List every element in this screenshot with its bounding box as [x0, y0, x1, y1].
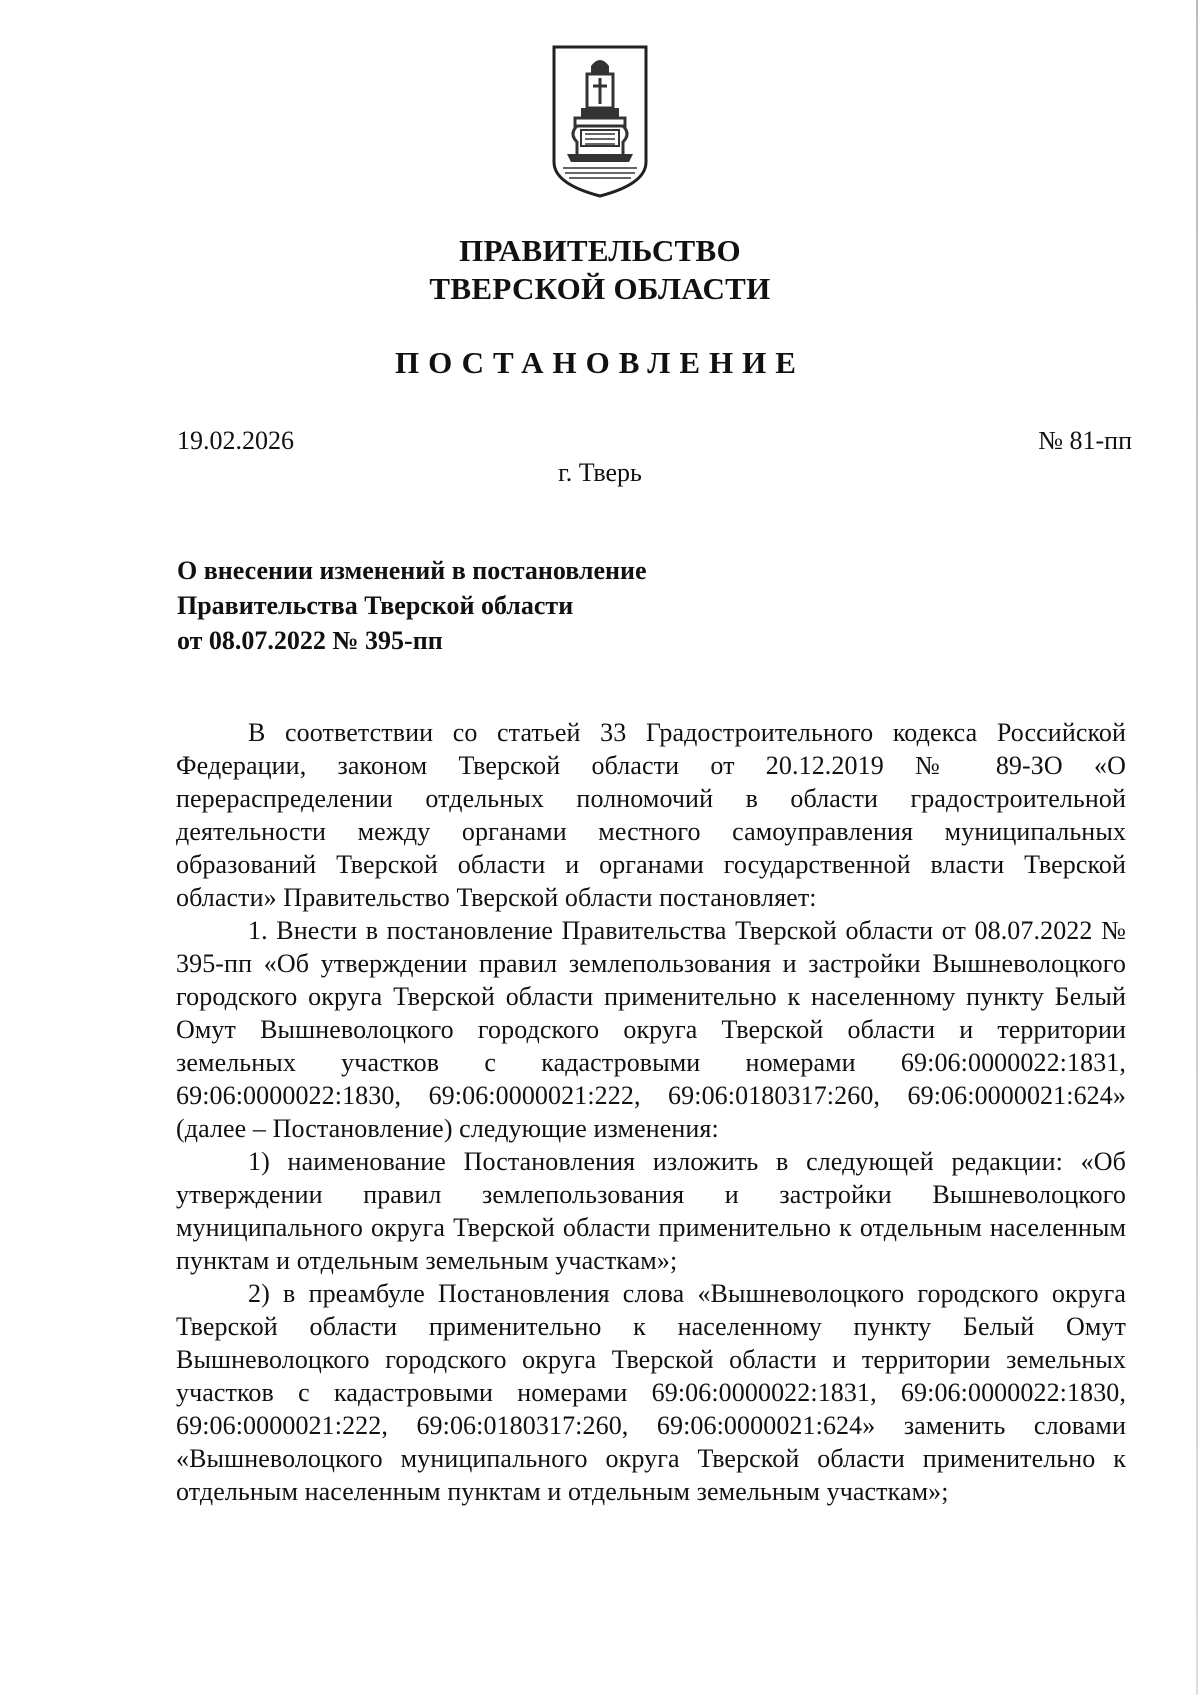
title-line-1: О внесении изменений в постановление	[177, 556, 647, 585]
paragraph-subitem-2: 2) в преамбуле Постановления слова «Вышневолоцкого городского округа Тверской области применительно к населенному пункту Белый Омут Вышневолоцкого городского округа Тверской области и территории земельных участков с кадастровыми номерами 69:06:0000022:1831, 69:06:0000022:1830, 69:06:0000021:222, 69:06:0180317:260, 69:06:0000021:624» заменить словами «Вышневолоцкого муниципального округа Тверской области применительно к отдельным населенным пунктам и отдельным земельным участкам»;	[176, 1279, 1126, 1506]
scan-edge-line	[1196, 0, 1198, 1695]
document-type: ПОСТАНОВЛЕНИЕ	[395, 345, 805, 380]
organization-name	[0, 232, 1200, 308]
document-number: № 81-пп	[1038, 426, 1132, 455]
organization-line-1: ПРАВИТЕЛЬСТВО	[459, 233, 741, 268]
paragraph-subitem-1: 1) наименование Постановления изложить в следующей редакции: «Об утверждении правил землепользования и застройки Вышневолоцкого муниципального округа Тверской области применительно к отдельным населенным пунктам и отдельным земельным участкам»;	[176, 1147, 1126, 1275]
organization-line-2: ТВЕРСКОЙ ОБЛАСТИ	[429, 271, 771, 306]
paragraph-item-1: 1. Внести в постановление Правительства Тверской области от 08.07.2022 № 395-пп «Об утверждении правил землепользования и застройки Вышневолоцкого городского округа Тверской области применительно к населенному пункту Белый Омут Вышневолоцкого городского округа Тверской области и территории земельных участков с кадастровыми номерами 69:06:0000022:1831, 69:06:0000022:1830, 69:06:0000021:222, 69:06:0180317:260, 69:06:0000021:624» (далее – Постановление) следующие изменения:	[176, 916, 1126, 1143]
document-date: 19.02.2026	[177, 426, 294, 455]
paragraph-preamble: В соответствии со статьей 33 Градостроительного кодекса Российской Федерации, законом Тверской области от 20.12.2019 № 89-ЗО «О перераспределении отдельных полномочий в области градостроительной деятельности между органами местного самоуправления муниципальных образований Тверской области и органами государственной власти Тверской области» Правительство Тверской области постановляет:	[176, 718, 1126, 912]
coat-of-arms-icon	[551, 44, 649, 199]
document-city: г. Тверь	[558, 458, 642, 487]
title-line-2: Правительства Тверской области	[177, 591, 574, 620]
title-line-3: от 08.07.2022 № 395-пп	[177, 626, 443, 655]
document-body	[176, 716, 1126, 1508]
document-title	[177, 553, 647, 658]
